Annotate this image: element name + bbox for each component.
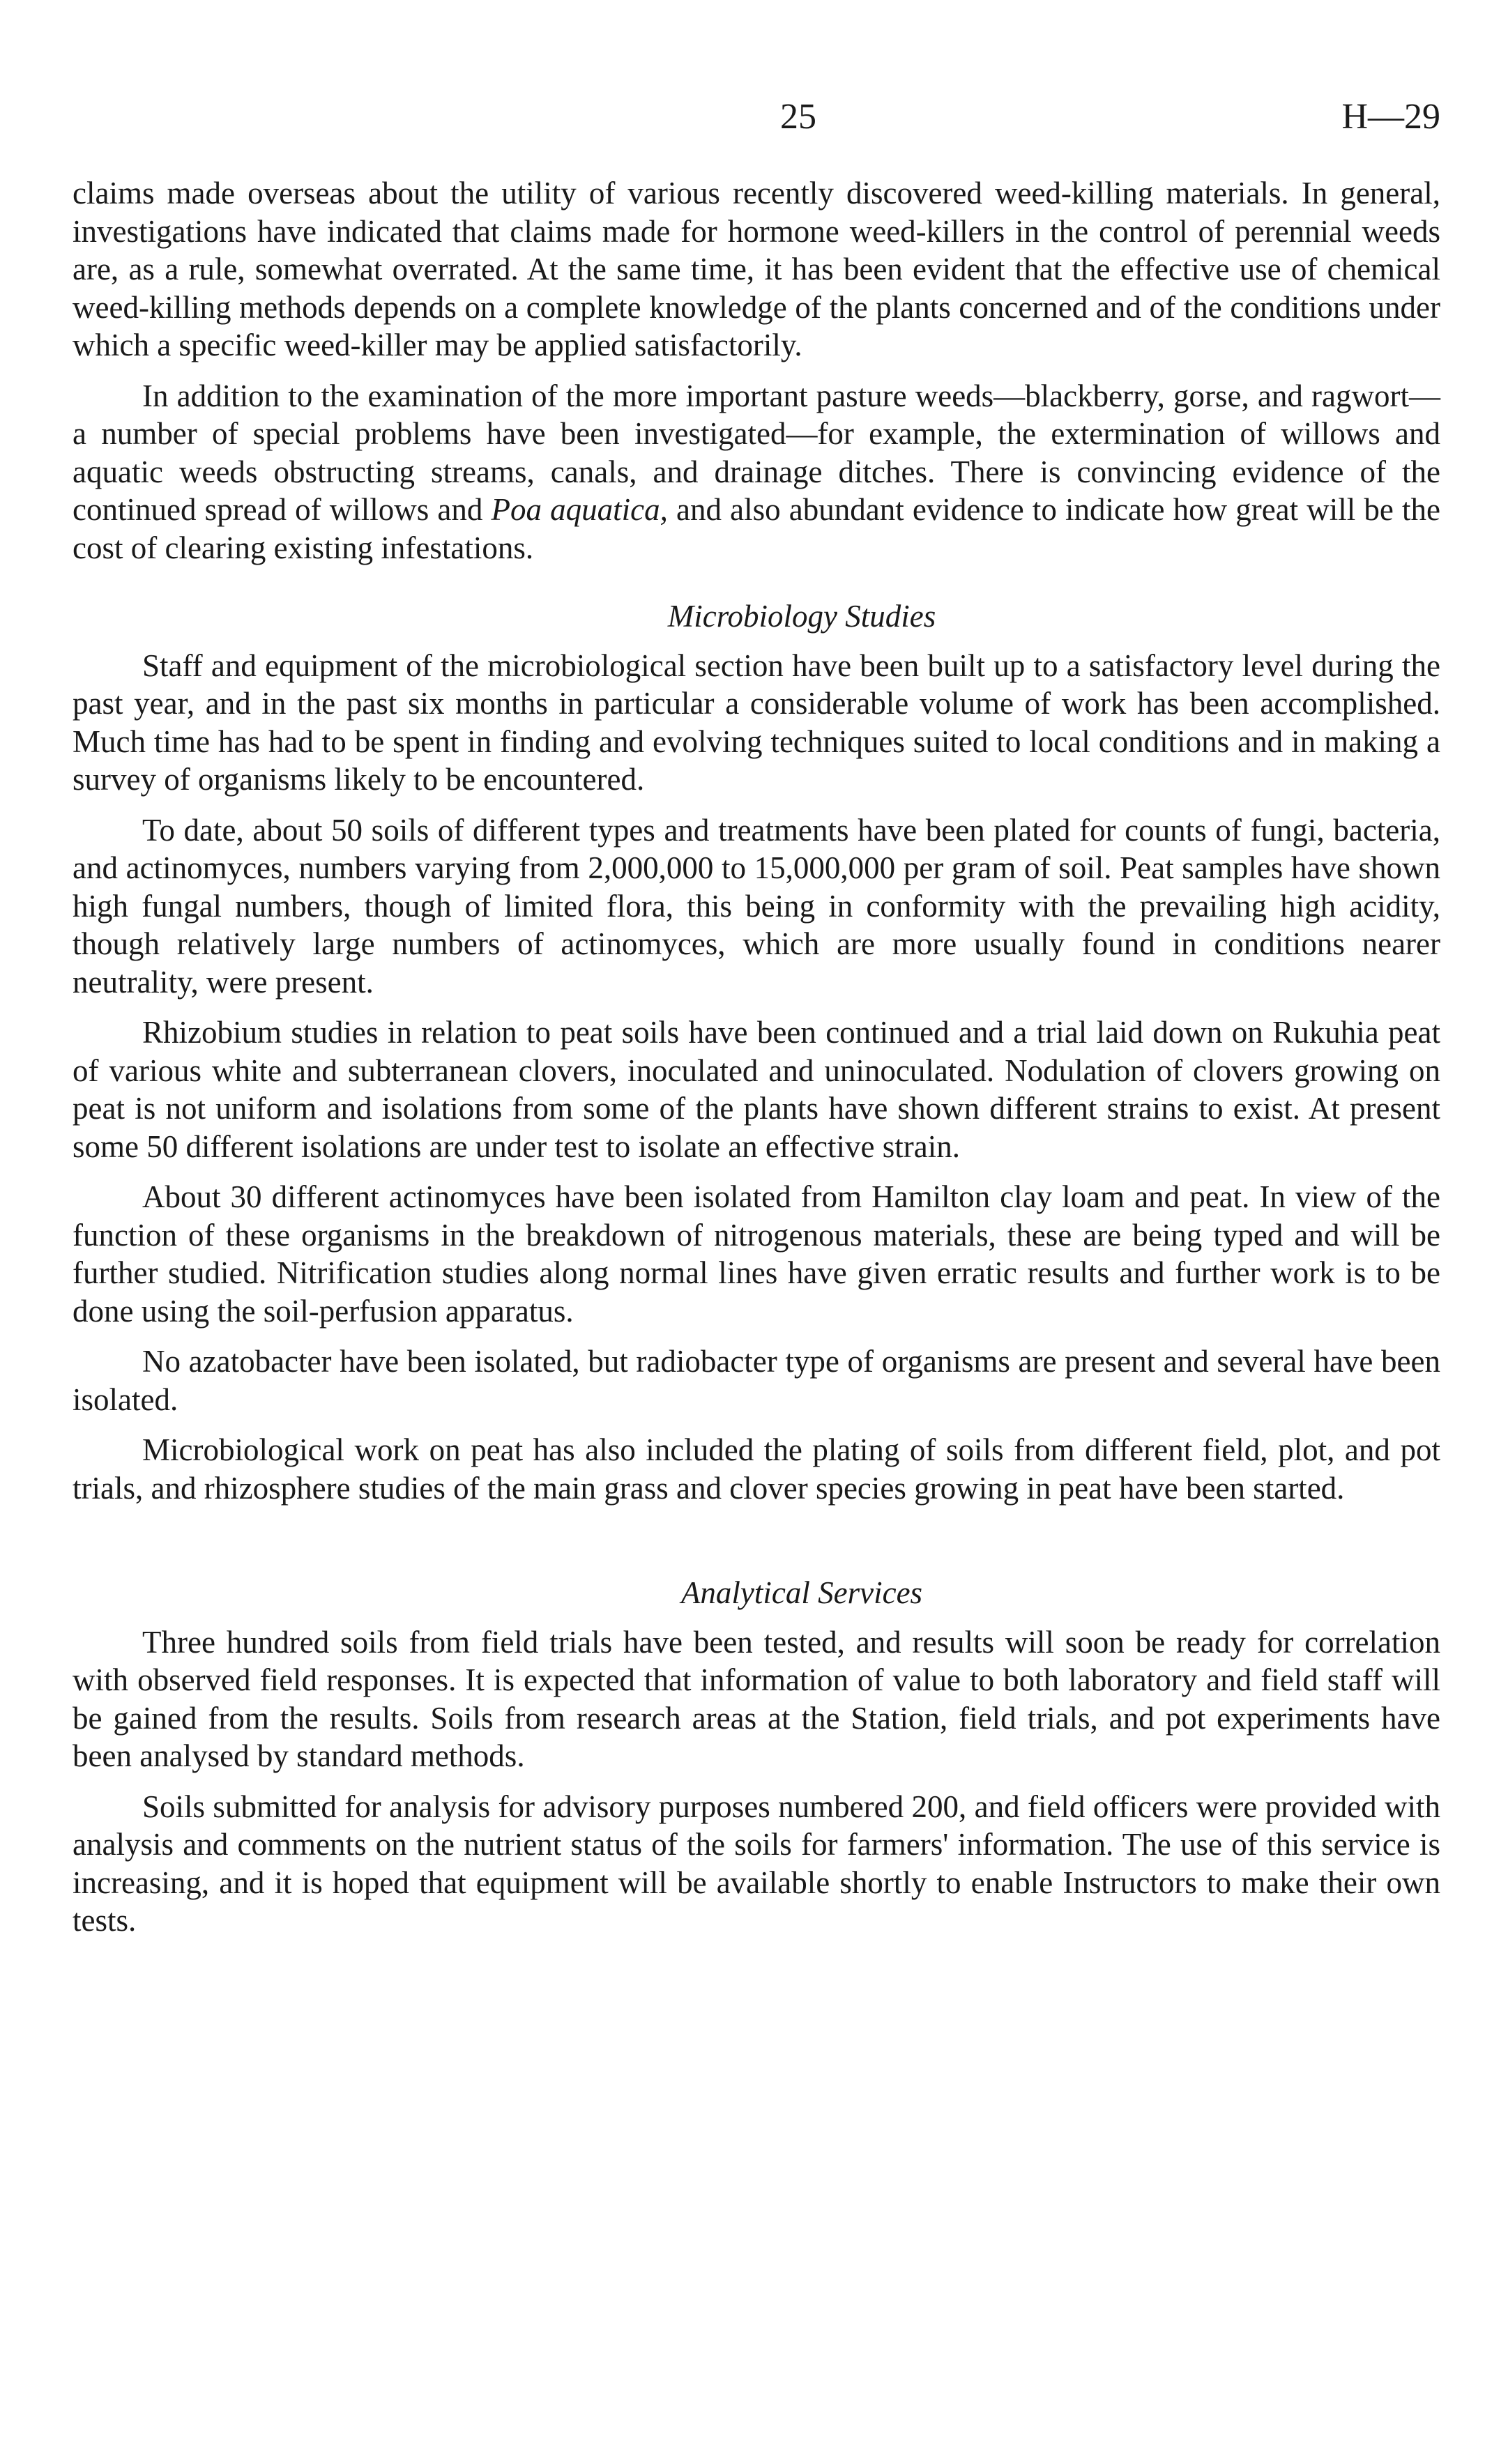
paragraph-microbiology-rhizobium: Rhizobium studies in relation to peat soils have been continued and a trial laid down on Rukuhia peat of various white and subterranean clovers, inoculated and uninoculated. Nodulation of clovers growing on peat is not uniform and isolations from some of the plants have shown different strains to exist. At present some 50 different isolations are under test to isolate an effective strain. (73, 1015, 1440, 1164)
paragraph-analytical-advisory: Soils submitted for analysis for advisory purposes numbered 200, and field officers were provided with analysis and comments on the nutrient status of the soils for farmers' information. The use of this service is increasing, and it is hoped that equipment will be available shortly to enable Instructors to make their own tests. (73, 1789, 1440, 1938)
paragraph-microbiology-peat-work: Microbiological work on peat has also included the plating of soils from different field, plot, and pot trials, and rhizosphere studies of the main grass and clover species growing in peat have been started. (73, 1432, 1440, 1506)
document-page (73, 91, 1440, 1952)
paragraph-microbiology-actinomyces: About 30 different actinomyces have been isolated from Hamilton clay loam and peat. In view of the function of these organisms in the breakdown of nitrogenous materials, these are being typed and will be further studied. Nitrification studies along normal lines have given erratic results and further work is to be done using the soil-perfusion apparatus. (73, 1179, 1440, 1329)
paragraph-text: and also abundant evidence to indicate how great will be the cost of clearing existing infestations. (73, 492, 1441, 565)
paragraph-continued-weed-killers: claims made overseas about the utility of various recently discovered weed-killing materials. In general, investigations have indicated that claims made for hormone weed-killers in the control of perennial weeds are, as a rule, somewhat overrated. At the same time, it has been evident that the effective use of chemical weed-killing methods depends on a complete knowledge of the plants concerned and of the conditions under which a specific weed-killer may be applied satisfactorily. (73, 176, 1440, 362)
paragraph-text: In addition to the examination of the more important pasture weeds—blackberry, gorse, and ragwort—a number of special problems have been investigated—for example, the extermination of willows and aquatic weeds obstructing streams, canals, and drainage ditches. There is convincing evidence of the continued spread of willows and (73, 378, 1440, 527)
species-name-italic: Poa aquatica, (491, 492, 668, 527)
paragraph-microbiology-soil-counts: To date, about 50 soils of different types and treatments have been plated for counts of fungi, bacteria, and actinomyces, numbers varying from 2,000,000 to 15,000,000 per gram of soil. Peat samples have shown high fungal numbers, though of limited flora, this being in conformity with the prevailing high acidity, though relatively large numbers of actinomyces, which are more usually found in conditions nearer neutrality, were present. (73, 812, 1440, 1000)
paragraph-microbiology-azatobacter: No azatobacter have been isolated, but radiobacter type of organisms are present and several have been isolated. (73, 1344, 1440, 1417)
page-header (73, 91, 1440, 146)
paragraph-microbiology-staff: Staff and equipment of the microbiological section have been built up to a satisfactory level during the past year, and in the past six months in particular a considerable volume of work has been accomplished. Much time has had to be spent in finding and evolving techniques suited to local conditions and in making a survey of organisms likely to be encountered. (73, 648, 1440, 797)
body-text (73, 174, 1440, 1940)
section-heading-analytical: Analytical Services (680, 1575, 923, 1610)
section-heading-microbiology: Microbiology Studies (667, 599, 936, 634)
page-number: 25 (780, 97, 816, 137)
document-reference: H—29 (1341, 97, 1440, 137)
paragraph-pasture-weeds (73, 377, 1440, 567)
paragraph-analytical-field-trials: Three hundred soils from field trials have been tested, and results will soon be ready for correlation with observed field responses. It is expected that information of value to both laboratory and field staff will be gained from the results. Soils from research areas at the Station, field trials, and pot experiments have been analysed by standard methods. (73, 1624, 1440, 1773)
